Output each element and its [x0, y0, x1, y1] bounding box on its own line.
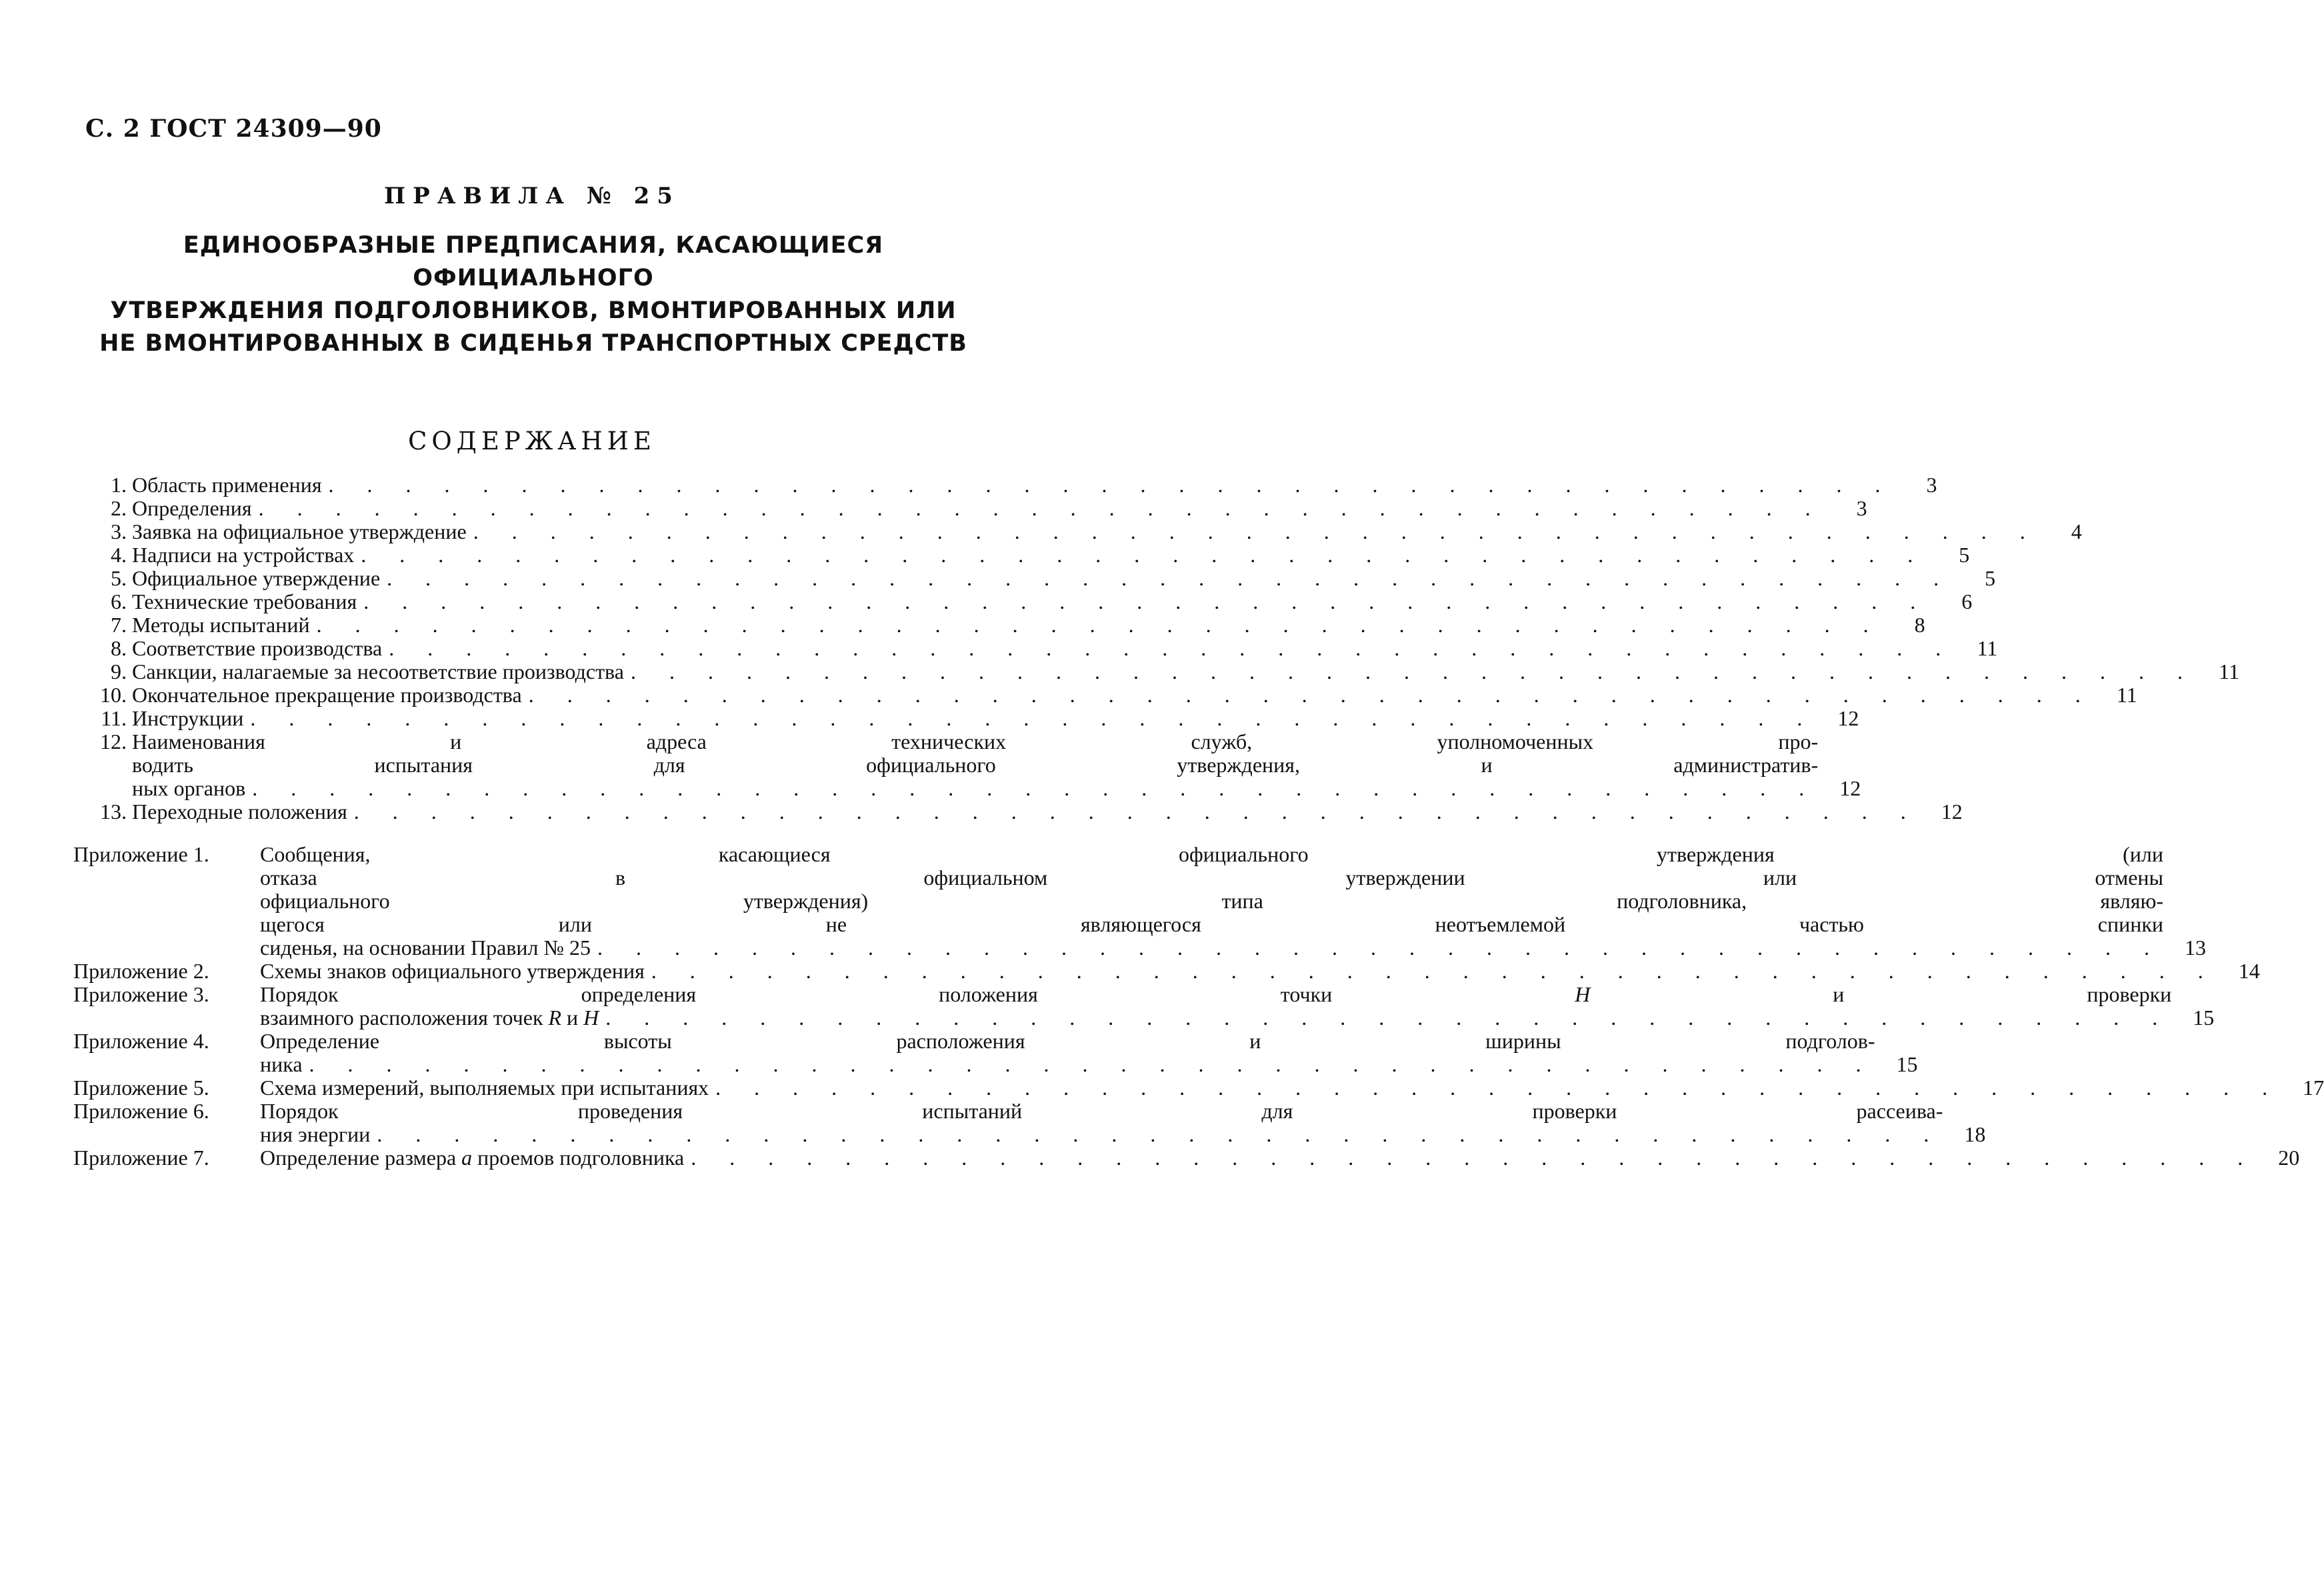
appendix-page: 13 — [2185, 936, 2207, 960]
heading-line: ЕДИНООБРАЗНЫЕ ПРЕДПИСАНИЯ, КАСАЮЩИЕСЯ ОФИЦИАЛЬНОГО — [183, 232, 884, 291]
toc-item-page: 5 — [1959, 543, 1970, 567]
appendix-item — [73, 1099, 1986, 1146]
appendix-page: 15 — [1896, 1052, 1918, 1076]
appendix-text-line: Схемы знаков официального утверждения — [260, 959, 645, 983]
toc-item — [79, 800, 1963, 824]
leader-dots — [709, 1076, 2281, 1100]
appendix-text-line: отказа в официальном утверждении или отмены — [260, 866, 2164, 890]
toc-item-text: Соответствие производства — [132, 636, 383, 660]
toc-item — [79, 729, 1861, 800]
toc-item-text: Санкции, налагаемые за несоответствие производства — [132, 659, 624, 683]
toc-item-page: 6 — [1961, 589, 1973, 613]
toc-item-number: 2. — [111, 496, 127, 520]
leader-dots — [245, 777, 1818, 800]
toc-item-text-line: Наименования и адреса технических служб, уполномоченных про- — [132, 729, 1819, 753]
toc-item-page: 11 — [2219, 659, 2239, 683]
rules-heading — [80, 229, 987, 360]
leader-dots — [624, 660, 2197, 683]
leader-dots — [382, 637, 1955, 660]
toc-item-page: 11 — [2116, 683, 2137, 707]
appendix-text-line: официального утверждения) типа подголовника, являю- — [260, 889, 2164, 913]
toc-item-text: Переходные положения — [132, 800, 347, 824]
toc-item-page: 5 — [1985, 566, 1996, 590]
toc-item-page: 12 — [1837, 706, 1859, 730]
appendix-text-line: взаимного расположения точек R и H — [260, 1006, 599, 1030]
appendix-item — [73, 842, 2207, 960]
appendix-item — [73, 959, 2260, 983]
toc-item-page: 3 — [1926, 473, 1937, 497]
appendix-item — [73, 982, 2215, 1030]
toc-item — [79, 519, 2082, 543]
appendix-label: Приложение 1. — [73, 842, 209, 866]
toc-item — [79, 566, 1996, 590]
leader-dots — [370, 1123, 1943, 1146]
toc-item-text: Методы испытаний — [132, 613, 310, 637]
appendix-text-line: щегося или не являющегося неотъемлемой частью спинки — [260, 912, 2164, 936]
appendix-label: Приложение 4. — [73, 1029, 209, 1053]
toc-item-text: Инструкции — [132, 706, 244, 730]
toc-item-text: Определения — [132, 496, 252, 520]
toc-item — [79, 683, 2137, 707]
appendix-text-line: сиденья, на основании Правил № 25 — [260, 936, 591, 960]
leader-dots — [310, 613, 1883, 637]
appendix-item — [73, 1029, 1918, 1076]
contents-list — [79, 473, 2239, 824]
toc-item — [79, 543, 1970, 567]
toc-item — [79, 613, 1925, 637]
leader-dots — [243, 707, 1816, 730]
appendix-page: 18 — [1964, 1122, 1986, 1146]
appendix-text-line: Определение высоты расположения и ширины подголов- — [260, 1029, 1875, 1053]
toc-item-text-line: ных органов — [132, 776, 246, 800]
toc-item-number: 3. — [111, 519, 127, 543]
toc-item-text-line: водить испытания для официального утверждения, и административ- — [132, 753, 1819, 777]
leader-dots — [645, 960, 2217, 983]
appendix-item — [73, 1146, 2300, 1170]
appendix-label: Приложение 3. — [73, 982, 209, 1006]
leader-dots — [467, 520, 2039, 543]
appendix-page: 17 — [2303, 1076, 2324, 1100]
rules-title: ПРАВИЛА № 25 — [384, 183, 680, 209]
toc-item-text: Заявка на официальное утверждение — [132, 519, 467, 543]
toc-item — [79, 706, 1859, 730]
leader-dots — [380, 567, 1953, 590]
leader-dots — [591, 936, 2163, 960]
toc-item — [79, 473, 1937, 497]
leader-dots — [347, 800, 1920, 824]
appendix-text-line: Порядок проведения испытаний для проверки рассеива- — [260, 1099, 1943, 1123]
toc-item-page: 4 — [2071, 519, 2082, 543]
appendix-text-line: ния энергии — [260, 1122, 371, 1146]
leader-dots — [357, 590, 1929, 613]
toc-item-number: 5. — [111, 566, 127, 590]
toc-item-page: 12 — [1839, 776, 1861, 800]
leader-dots — [303, 1053, 1875, 1076]
appendix-label: Приложение 6. — [73, 1099, 209, 1123]
toc-item-text: Надписи на устройствах — [132, 543, 355, 567]
toc-item-number: 4. — [111, 543, 127, 567]
leader-dots — [322, 473, 1895, 497]
toc-item-number: 11. — [101, 706, 127, 730]
toc-item-number: 8. — [111, 636, 127, 660]
appendix-text-line: ника — [260, 1052, 303, 1076]
toc-item-page: 3 — [1856, 496, 1867, 520]
appendix-page: 15 — [2193, 1006, 2215, 1030]
toc-item-number: 10. — [100, 683, 127, 707]
appendix-label: Приложение 2. — [73, 959, 209, 983]
heading-line: УТВЕРЖДЕНИЯ ПОДГОЛОВНИКОВ, ВМОНТИРОВАННЫХ ИЛИ — [110, 297, 957, 324]
appendices-list — [73, 842, 2324, 1170]
toc-item-text: Официальное утверждение — [132, 566, 381, 590]
toc-item — [79, 636, 1998, 660]
appendix-text-line: Определение размера a проемов подголовника — [260, 1146, 685, 1170]
leader-dots — [599, 1006, 2171, 1030]
appendix-label: Приложение 7. — [73, 1146, 209, 1170]
appendix-text-line: Схема измерений, выполняемых при испытаниях — [260, 1076, 709, 1100]
toc-item-number: 9. — [111, 659, 127, 683]
contents-title: СОДЕРЖАНИЕ — [408, 427, 656, 455]
toc-item-number: 12. — [100, 729, 127, 753]
appendix-text-line: Порядок определения положения точки H и проверки — [260, 982, 2172, 1006]
leader-dots — [684, 1146, 2257, 1170]
appendix-text-line: Сообщения, касающиеся официального утверждения (или — [260, 842, 2164, 866]
toc-item-text: Окончательное прекращение производства — [132, 683, 522, 707]
toc-item-number: 7. — [111, 613, 127, 637]
leader-dots — [522, 683, 2095, 707]
toc-item — [79, 589, 1973, 613]
appendix-page: 14 — [2238, 959, 2260, 983]
toc-item-page: 11 — [1977, 636, 1998, 660]
toc-item-page: 12 — [1941, 800, 1963, 824]
toc-item — [79, 496, 1867, 520]
appendix-label: Приложение 5. — [73, 1076, 209, 1100]
toc-item-text: Область применения — [132, 473, 322, 497]
page-header: С. 2 ГОСТ 24309—90 — [85, 115, 382, 143]
toc-item-number: 13. — [100, 800, 127, 824]
leader-dots — [252, 497, 1825, 520]
appendix-page: 20 — [2278, 1146, 2300, 1170]
leader-dots — [354, 543, 1927, 567]
appendix-item — [73, 1076, 2324, 1100]
toc-item-page: 8 — [1914, 613, 1925, 637]
toc-item-number: 6. — [111, 589, 127, 613]
toc-item-number: 1. — [111, 473, 127, 497]
toc-item-text: Технические требования — [132, 589, 357, 613]
heading-line: НЕ ВМОНТИРОВАННЫХ В СИДЕНЬЯ ТРАНСПОРТНЫХ СРЕДСТВ — [99, 330, 967, 357]
toc-item — [79, 659, 2239, 683]
